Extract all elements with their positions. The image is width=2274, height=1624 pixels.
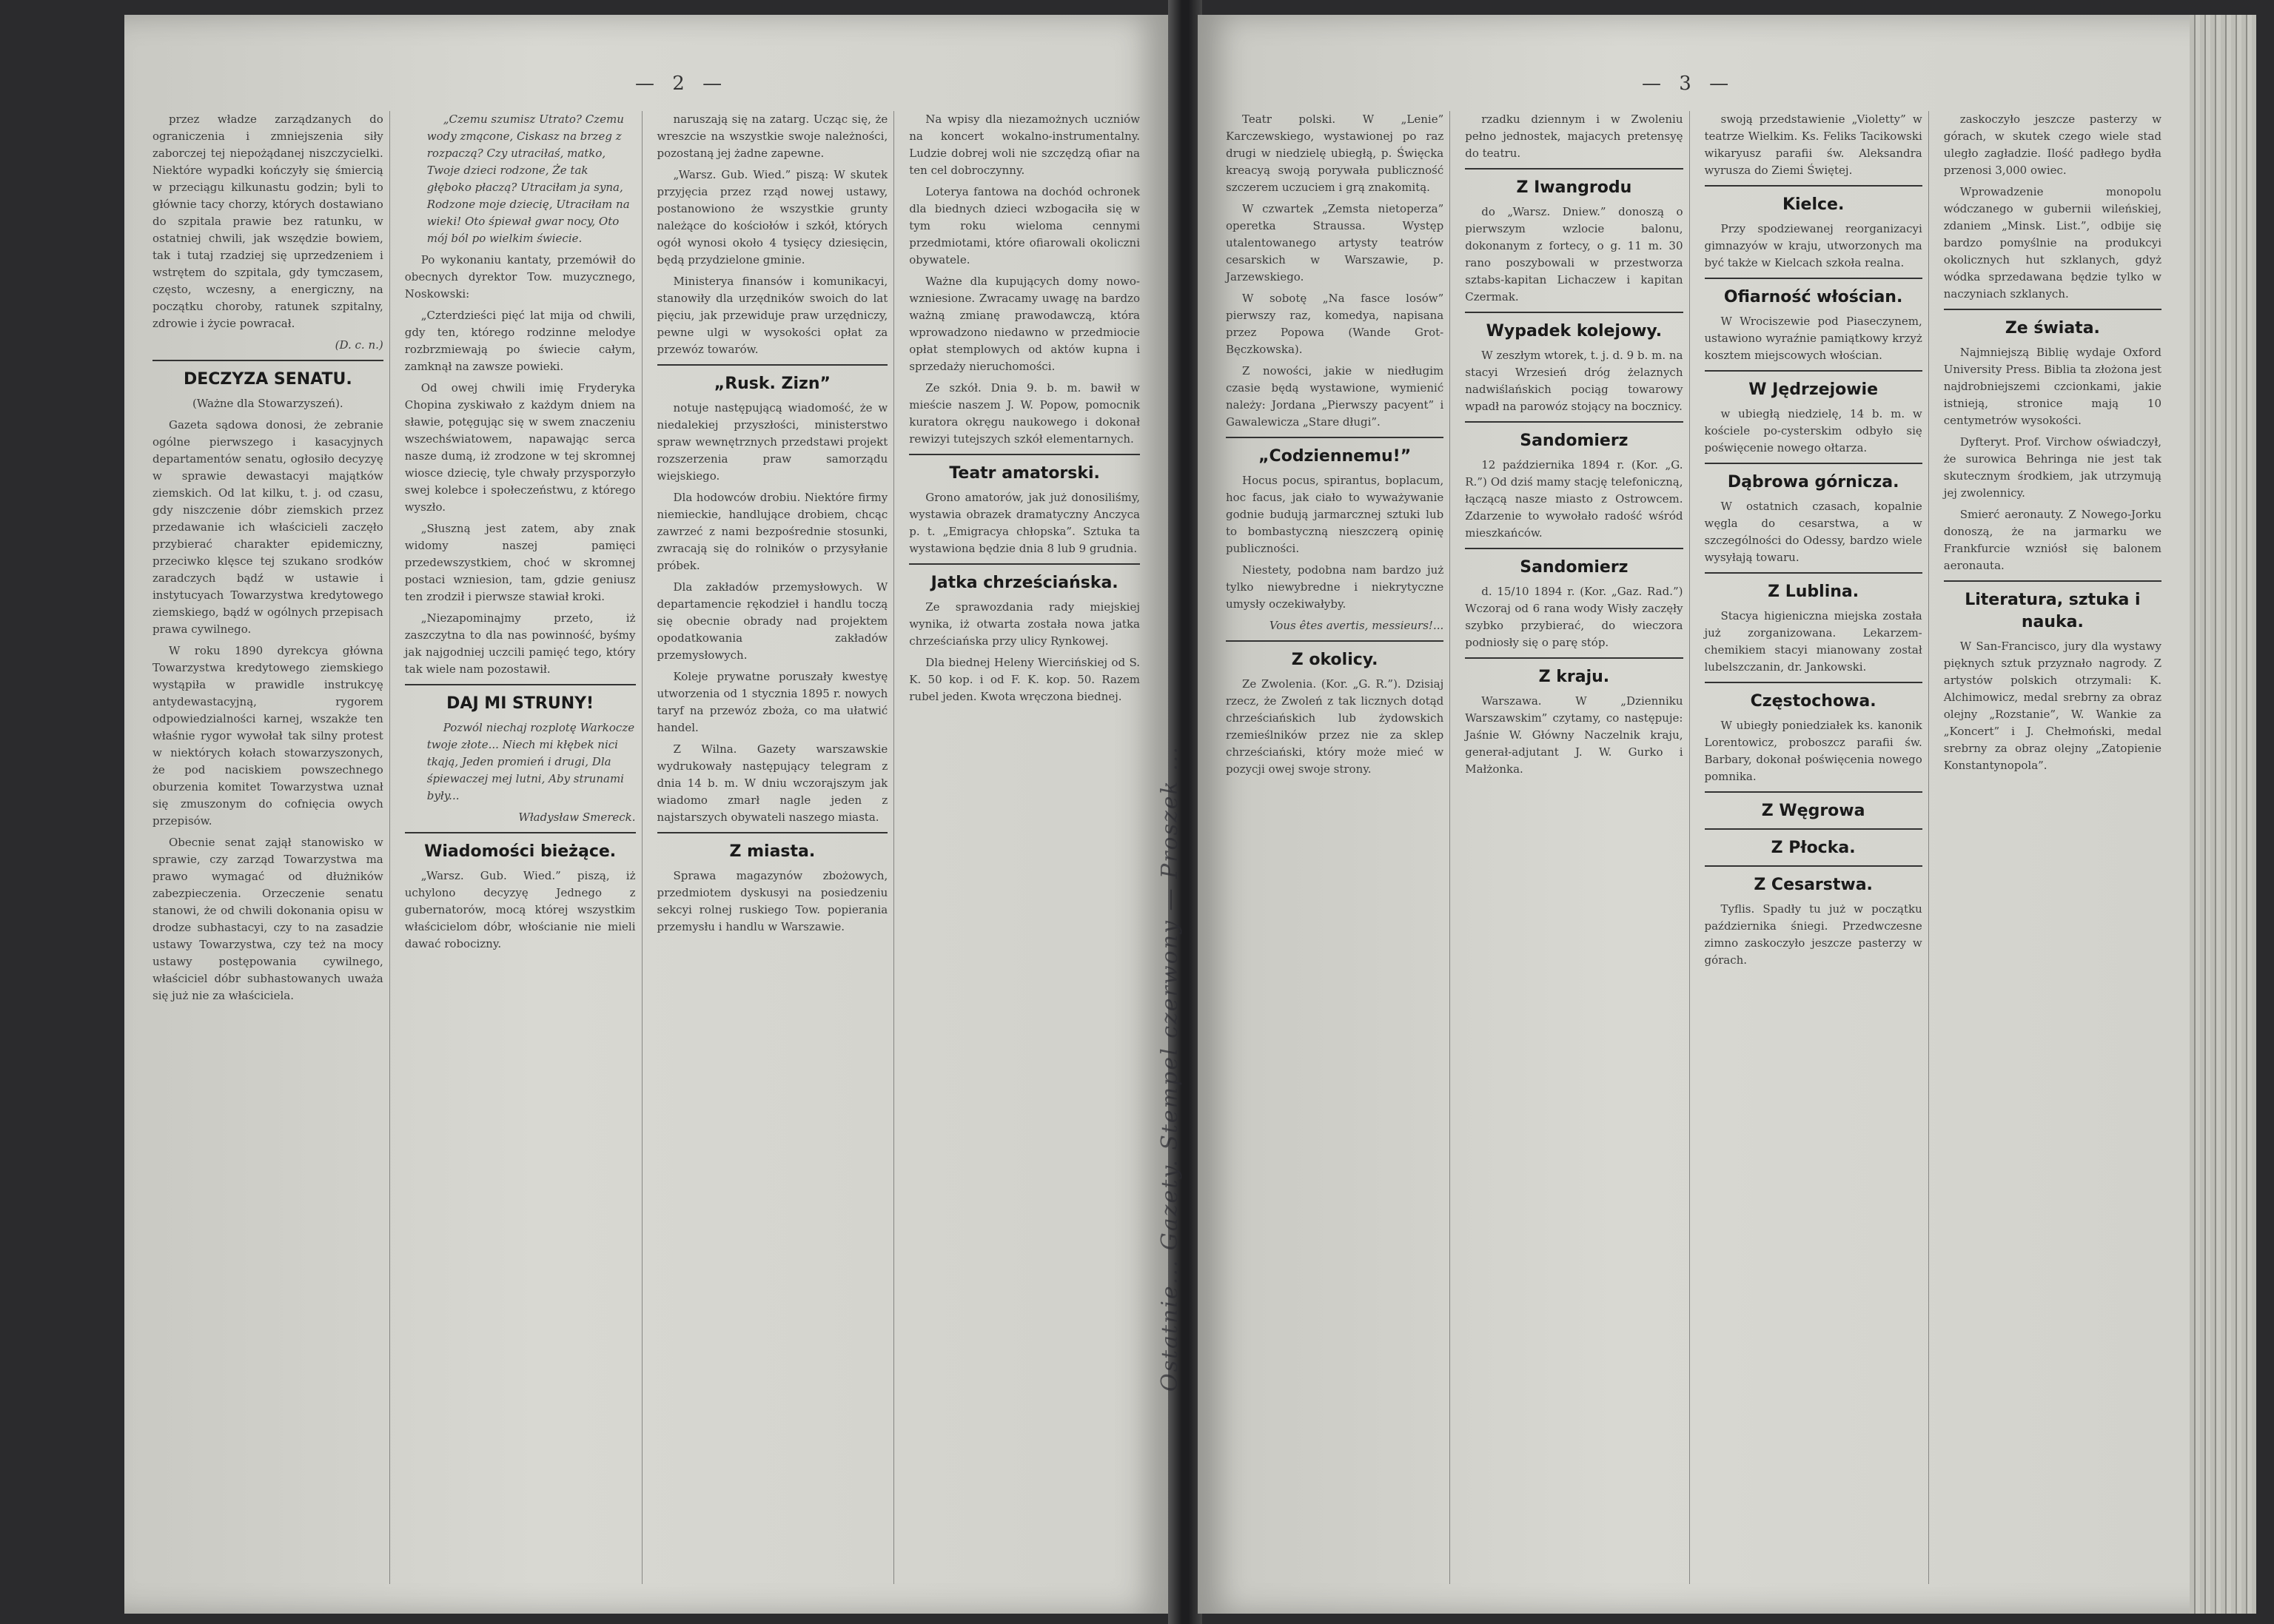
newspaper-column [1459, 111, 1689, 1584]
article-paragraph: Przy spodziewanej reorganizacyi gimnazyów w kraju, utworzonych ma być także w Kielcach szkoła realna. [1704, 222, 1922, 269]
newspaper-column [1699, 111, 1929, 1584]
article-paragraph: Koleje prywatne poruszały kwestyę utworzenia od 1 stycznia 1895 r. nowych taryf na przewóz zboża, co ma ułatwić handel. [657, 670, 888, 734]
article-paragraph: swoją przedstawienie „Violetty” w teatrze Wielkim. Ks. Feliks Tacikowski wikaryusz parafii św. Aleksandra wyrusza do Ziemi Świętej. [1704, 113, 1922, 177]
column-rule [1705, 682, 1922, 683]
column-rule [657, 832, 888, 833]
article-paragraph: d. 15/10 1894 r. (Kor. „Gaz. Rad.”) Wczoraj od 6 rana wody Wisły zaczęły szybko przybierać, do wieczora podniosły się o parę stóp. [1465, 585, 1683, 649]
column-rule [1465, 421, 1683, 423]
article-heading: Z kraju. [1538, 668, 1610, 686]
article-heading: Wiadomości bieżące. [424, 842, 617, 861]
newspaper-column [1938, 111, 2167, 1584]
article-heading: „Codziennemu!” [1258, 447, 1412, 466]
column-rule [1944, 580, 2161, 582]
article-paragraph: Dyfteryt. Prof. Virchow oświadczył, że surowica Behringa nie jest tak skutecznym środkiem, jak utrzymują jej zwolennicy. [1943, 435, 2161, 500]
newspaper-column [903, 111, 1146, 1584]
article-paragraph: Najmniejszą Biblię wydaje Oxford University Press. Biblia ta złożona jest najdrobniejszemi czcionkami, jakie istnieją, stronice mają 10 centymetrów wysokości. [1943, 346, 2161, 427]
article-paragraph: W ostatnich czasach, kopalnie węgla do cesarstwa, a w szczególności do Odessy, bardzo wiele wysyłają towaru. [1704, 500, 1922, 564]
article-paragraph: „Warsz. Gub. Wied.” piszą: W skutek przyjęcia przez rząd nowej ustawy, postanowiono że wszystkie grunty należące do kościołów i szkół, których ogół wynosi około 4 tysięcy dziesięcin, będą przydzielone gminie. [657, 168, 888, 266]
article-paragraph: rzadku dziennym i w Zwoleniu pełno jednostek, majacych pretensyę do teatru. [1465, 113, 1683, 160]
article-paragraph: Tyflis. Spadły tu już w początku października śniegi. Przedwczesne zimno zaskoczyło jeszcze pasterzy w górach. [1704, 902, 1922, 967]
article-heading: DAJ MI STRUNY! [446, 694, 594, 713]
article-heading: W Jędrzejowie [1748, 380, 1879, 399]
article-paragraph: naruszają się na zatarg. Ucząc się, że wreszcie na wszystkie swoje należności, pozostaną jej żadne zapewne. [657, 113, 888, 160]
column-rule [1705, 463, 1922, 464]
column-rule [1705, 370, 1922, 372]
article-paragraph: Stacya higieniczna miejska została już zorganizowana. Lekarzem-chemikiem stacyi mianowany został lubelszczanin, dr. Jankowski. [1704, 609, 1922, 674]
article-heading: DECZYZA SENATU. [183, 370, 352, 389]
column-rule [1705, 865, 1922, 867]
article-paragraph: Dla biednej Heleny Wiercińskiej od S. K. 50 kop. i od F. K. kop. 50. Razem rubel jeden. Kwota wręczona biednej. [909, 656, 1140, 703]
article-subheading: (Ważne dla Stowarzyszeń). [192, 397, 343, 410]
article-heading: Sandomierz [1520, 432, 1629, 450]
article-heading: Częstochowa. [1750, 692, 1876, 711]
column-rule [405, 832, 636, 833]
column-rule [1944, 309, 2161, 310]
page-number-left: — 2 — [635, 73, 728, 95]
article-paragraph: notuje następującą wiadomość, że w niedalekiej przyszłości, ministerstwo spraw wewnętrznych przedstawi projekt rozszerzenia praw samorządu wiejskiego. [657, 401, 888, 483]
article-heading: „Rusk. Zizn” [714, 375, 831, 393]
left-columns [147, 111, 1146, 1584]
article-signature: Vous êtes avertis, messieurs!... [1269, 619, 1444, 632]
article-heading: Ze świata. [2005, 319, 2100, 338]
article-paragraph: Wprowadzenie monopolu wódczanego w gubernii wileńskiej, zdaniem „Minsk. List.”, odbije się bardzo pomyślnie na produkcyi okolicznych hut szklanych, gdyż wódka sprzedawana będzie tylko w naczyniach szklanych. [1943, 185, 2161, 301]
article-paragraph: Na wpisy dla niezamożnych uczniów na koncert wokalno-instrumentalny. Ludzie dobrej woli nie szczędzą ofiar na ten cel dobroczynny. [909, 113, 1140, 177]
article-paragraph: Niestety, podobna nam bardzo już tylko niewybredne i niekrytyczne umysły oczekiwałyby. [1226, 563, 1444, 611]
article-paragraph: W sobotę „Na fasce losów” pierwszy raz, komedya, napisana przez Popowa (Wande Grot-Bęczkowska). [1226, 292, 1444, 356]
column-rule [909, 454, 1140, 455]
article-paragraph: Hocus pocus, spirantus, boplacum, hoc facus, jak ciało to wyważywanie godnie budują jarmarcznej sztuki lub to bombastyczną nieszczerą opinię publiczności. [1226, 474, 1444, 555]
article-heading: Sandomierz [1520, 558, 1629, 577]
column-rule [1705, 828, 1922, 830]
column-rule [657, 364, 888, 366]
article-paragraph: Teatr polski. W „Lenie” Karczewskiego, wystawionej po raz drugi w niedzielę ubiegłą, p. Święcka kreacyą swoją porywała publiczność szczerem uczuciem i grą znakomitą. [1226, 113, 1444, 194]
right-columns [1220, 111, 2167, 1584]
article-paragraph: do „Warsz. Dniew.” donoszą o pierwszym wzlocie balonu, dokonanym z fortecy, o g. 11 m. 30 rano poszybowali w przestworza sztabs-kapitan Lichaczew i kapitan Czermak. [1465, 205, 1683, 303]
column-rule [1705, 791, 1922, 793]
poem-text: „Czemu szumisz Utrato? Czemu wody zmącone, Ciskasz na brzeg z rozpaczą? Czy utraciłaś, matko, Twoje dzieci rodzone, Że tak głęboko płaczą? Utraciłam ja syna, Rodzone moje dziecię, Utraciłam na wieki! Oto śpiewał gwar nocy, Oto mój ból po wielkim świecie. [426, 113, 630, 245]
article-signature: (D. c. n.) [335, 338, 383, 352]
article-paragraph: Od owej chwili imię Fryderyka Chopina zyskiwało z każdym dniem na sławie, potęgując się w swem znaczeniu wszechświatowem, napawając serca nasze dumą, iż zrodzone w tej skromnej wiosce dziecię, tyle chwały przysporzyło swej kolebce i społeczeństwu, z którego wyszło. [404, 381, 636, 514]
article-paragraph: Z Wilna. Gazety warszawskie wydrukowały następujący telegram z dnia 14 b. m. W dniu wczorajszym jak wiadomo zmarł nagle jeden z najstarszych obywateli naszego miasta. [657, 742, 888, 824]
column-rule [1226, 437, 1443, 438]
vertical-stamp: Ostatnie... Gazety. Stempel czerwony — Proszek ... [1157, 745, 1183, 1392]
article-heading: Dąbrowa górnicza. [1727, 473, 1899, 491]
column-rule [1705, 278, 1922, 279]
article-paragraph: Z nowości, jakie w niedługim czasie będą wystawione, wymienić należy: Jordana „Pierwszy pacyent” i Gawalewicza „Stare długi”. [1226, 364, 1444, 429]
article-paragraph: Obecnie senat zajął stanowisko w sprawie, czy zarząd Towarzystwa ma prawo wymagać od dłużników zabezpieczenia. Orzeczenie senatu stanowi, że od chwili dokonania opisu w drodze subhastacyi, czy to na zasadzie ustawy Towarzystwa, czy też na mocy ustawy postępowania cywilnego, właściciel dóbr subhastowanych uważa się już nie za właściciela. [152, 836, 383, 1002]
page-number-right: — 3 — [1642, 73, 1735, 95]
article-heading: Jatka chrześciańska. [930, 574, 1118, 592]
page-edges [2190, 15, 2256, 1614]
article-paragraph: W roku 1890 dyrekcya główna Towarzystwa kredytowego ziemskiego wystąpiła w prawidle instrukcyę antydewastacyjną, rygorem odpowiedzialności karnej, wszakże ten właśnie rygor wywołał tak silny protest w niektórych kołach stowarzyszonych, że pod naciskiem powszechnego oburzenia komitet Towarzystwa uznał się zmuszonym do cofnięcia owych przepisów. [152, 644, 383, 828]
article-paragraph: Gazeta sądowa donosi, że zebranie ogólne pierwszego i kasacyjnych departamentów senatu, ogłosiło decyzyę w sprawie dewastacyi majątków ziemskich. Od lat kilku, t. j. od czasu, gdy niszczenie dóbr ziemskich przez przedawanie ich właścicieli zaczęło przybierać charakter epidemiczny, przeciwko klęsce tej szukano srodków zaradczych bądź w ustawie i instytucyach Towarzystwa kredytowego ziemskiego, bądź w ogólnych przepisach prawa cywilnego. [152, 418, 383, 636]
article-heading: Z Płocka. [1771, 839, 1856, 857]
newspaper-column [1220, 111, 1450, 1584]
column-rule [909, 563, 1140, 565]
article-heading: Wypadek kolejowy. [1486, 322, 1663, 340]
article-paragraph: przez władze zarządzanych do ograniczenia i zmniejszenia siły zaborczej tej niepożądanej niszczycielki. Niektóre wypadki kończyły się śmiercią w przeciągu kilkunastu godzin; byli to głównie tacy chorzy, których dostawiano do szpitala prawie bez ratunku, w ostatniej chwili, jak wszędzie bowiem, tak i tutaj rzadziej się uprzedzeniem i wstrętem do szpitala, gdy tymczasem, często, wczesny, a energiczny, na początku choroby, ratunek szpitalny, zdrowie i życie powracał. [152, 113, 383, 330]
article-heading: Z okolicy. [1291, 651, 1378, 669]
column-rule [1705, 185, 1922, 187]
column-rule [405, 684, 636, 685]
article-paragraph: Loterya fantowa na dochód ochronek dla biednych dzieci wzbogaciła się w tym roku wieloma cennymi przedmiotami, które ofiarowali okoliczni obywatele. [909, 185, 1140, 266]
article-heading: Z Węgrowa [1761, 802, 1865, 820]
article-heading: Teatr amatorski. [949, 464, 1100, 483]
article-signature: Władysław Smereck. [518, 811, 636, 824]
article-heading: Z Iwangrodu [1516, 178, 1632, 197]
column-rule [1705, 572, 1922, 574]
article-paragraph: W zeszłym wtorek, t. j. d. 9 b. m. na stacyi Wrzesień dróg żelaznych nadwiślańskich pociąg towarowy wpadł na parowóz stojący na bocznicy. [1465, 349, 1683, 413]
article-paragraph: W ubiegły poniedziałek ks. kanonik Lorentowicz, proboszcz parafii św. Barbary, dokonał poświęcenia nowego pomnika. [1704, 719, 1922, 783]
article-paragraph: Warszawa. W „Dzienniku Warszawskim” czytamy, co następuje: Jaśnie W. Główny Naczelnik kraju, generał-adjutant J. W. Gurko i Małżonka. [1465, 694, 1683, 776]
article-heading: Literatura, sztuka i nauka. [1965, 591, 2141, 631]
newspaper-column [651, 111, 895, 1584]
poem-text: Pozwól niechaj rozplotę Warkocze twoje złote... Niech mi kłębek nici tkają, Jeden promień i drugi, Dla śpiewaczej mej lutni, Aby strunami były... [426, 721, 635, 802]
article-paragraph: Grono amatorów, jak już donosiliśmy, wystawia obrazek dramatyczny Anczyca p. t. „Emigracya chłopska”. Sztuka ta wystawiona będzie dnia 8 lub 9 grudnia. [909, 491, 1140, 555]
article-paragraph: Ze Zwolenia. (Kor. „G. R.”). Dzisiaj rzecz, że Zwoleń z tak licznych dotąd chrześciańskich lub żydowskich rzemieślników przez nie za sklep chrześciański, który może mieć w pozycji owej swoje strony. [1226, 677, 1444, 776]
article-paragraph: W Wrociszewie pod Piaseczynem, ustawiono wyraźnie pamiątkowy krzyż kosztem miejscowych włościan. [1704, 315, 1922, 362]
article-paragraph: W San-Francisco, jury dla wystawy pięknych sztuk przyznało nagrody. Z artystów polskich otrzymali: K. Alchimowicz, medal srebrny za obraz olejny „Rozstanie”, W. Wankie za „Koncert” i J. Chełmoński, medal srebrny za obraz olejny „Zatopienie Konstantynopola”. [1943, 640, 2161, 772]
newspaper-column [399, 111, 643, 1584]
article-paragraph: Dla hodowców drobiu. Niektóre firmy niemieckie, handlujące drobiem, chcąc zawrzeć z nami bezpośrednie stosunki, zwracają się do rolników o przysyłanie próbek. [657, 491, 888, 572]
article-paragraph: Ministerya finansów i komunikacyi, stanowiły dla urzędników swoich do lat pięciu, jak przewiduje praw urzędniczy, pewne ulgi w wysokości opłat za przewóz towarów. [657, 275, 888, 356]
left-page [124, 15, 1183, 1614]
article-paragraph: W czwartek „Zemsta nietoperza” operetka Straussa. Występ utalentowanego artysty teatrów cesarskich w Warszawie, p. Jarzewskiego. [1226, 202, 1444, 283]
article-heading: Z Cesarstwa. [1754, 876, 1873, 894]
article-heading: Kielce. [1782, 195, 1845, 214]
column-rule [1465, 657, 1683, 659]
newspaper-spread [124, 15, 2256, 1614]
article-paragraph: Ważne dla kupujących domy nowo-wzniesione. Zwracamy uwagę na bardzo ważną zmianę prawodawczą, która wprowadzono niedawno w przedmiocie opłat stemplowych od aktów kupna i sprzedaży nieruchomości. [909, 275, 1140, 373]
article-heading: Z Lublina. [1768, 583, 1859, 601]
article-paragraph: Ze szkół. Dnia 9. b. m. bawił w mieście naszem J. W. Popow, pomocnik kuratora okręgu naukowego i dokonał rewizyi tutejszych szkół elementarnych. [909, 381, 1140, 446]
article-paragraph: Ze sprawozdania rady miejskiej wynika, iż otwarta została nowa jatka chrześciańska przy ulicy Rynkowej. [909, 600, 1140, 648]
article-paragraph: 12 października 1894 r. (Kor. „G. R.”) Od dziś mamy stację telefoniczną, łączącą nasze miasto z Ostrowcem. Zdarzenie to wywołało radość wśród mieszkańców. [1465, 458, 1683, 540]
column-rule [1465, 548, 1683, 549]
article-heading: Z miasta. [729, 842, 816, 861]
column-rule [1465, 168, 1683, 170]
column-rule [1226, 640, 1443, 642]
newspaper-column [147, 111, 390, 1584]
article-paragraph: „Niezapominajmy przeto, iż zaszczytna to dla nas powinność, byśmy jak najgodniej uczcili pamięć tego, który tak wiele nam pozostawił. [404, 611, 636, 676]
article-paragraph: w ubiegłą niedzielę, 14 b. m. w kościele po-cysterskim odbyło się poświęcenie nowego ołtarza. [1704, 407, 1922, 454]
column-rule [1465, 312, 1683, 313]
article-paragraph: zaskoczyło jeszcze pasterzy w górach, w skutek czego wiele stad uległo zagładzie. Ilość padłego bydła przenosi 3,000 owiec. [1943, 113, 2161, 177]
article-paragraph: „Czterdzieści pięć lat mija od chwili, gdy ten, którego rodzinne melodye rozbrzmiewają po świecie całym, zamknął na zawsze powieki. [404, 309, 636, 373]
article-paragraph: Dla zakładów przemysłowych. W departamencie rękodzieł i handlu toczą się obecnie obrady nad projektem opodatkowania zakładów przemysłowych. [657, 580, 888, 662]
column-rule [152, 360, 383, 361]
article-heading: Ofiarność włościan. [1723, 288, 1903, 306]
article-paragraph: Smierć aeronauty. Z Nowego-Jorku donoszą, że na jarmarku we Frankfurcie wzniósł się balonem aeronauta. [1943, 508, 2161, 572]
article-paragraph: Po wykonaniu kantaty, przemówił do obecnych dyrektor Tow. muzycznego, Noskowski: [404, 253, 636, 301]
article-paragraph: Sprawa magazynów zbożowych, przedmiotem dyskusyi na posiedzeniu sekcyi rolnej ruskiego Tow. popierania przemysłu i handlu w Warszawie. [657, 869, 888, 933]
article-paragraph: „Słuszną jest zatem, aby znak widomy naszej pamięci przedewszystkiem, choć w skromnej postaci wzniesion, tam, gdzie geniusz ten zrodził i pierwsze stawiał kroki. [404, 522, 636, 603]
right-page [1198, 15, 2256, 1614]
article-paragraph: „Warsz. Gub. Wied.” piszą, iż uchylono decyzyę Jednego z gubernatorów, mocą której wszystkim właścicielom dóbr, włościanie nie mieli dawać robocizny. [404, 869, 636, 950]
